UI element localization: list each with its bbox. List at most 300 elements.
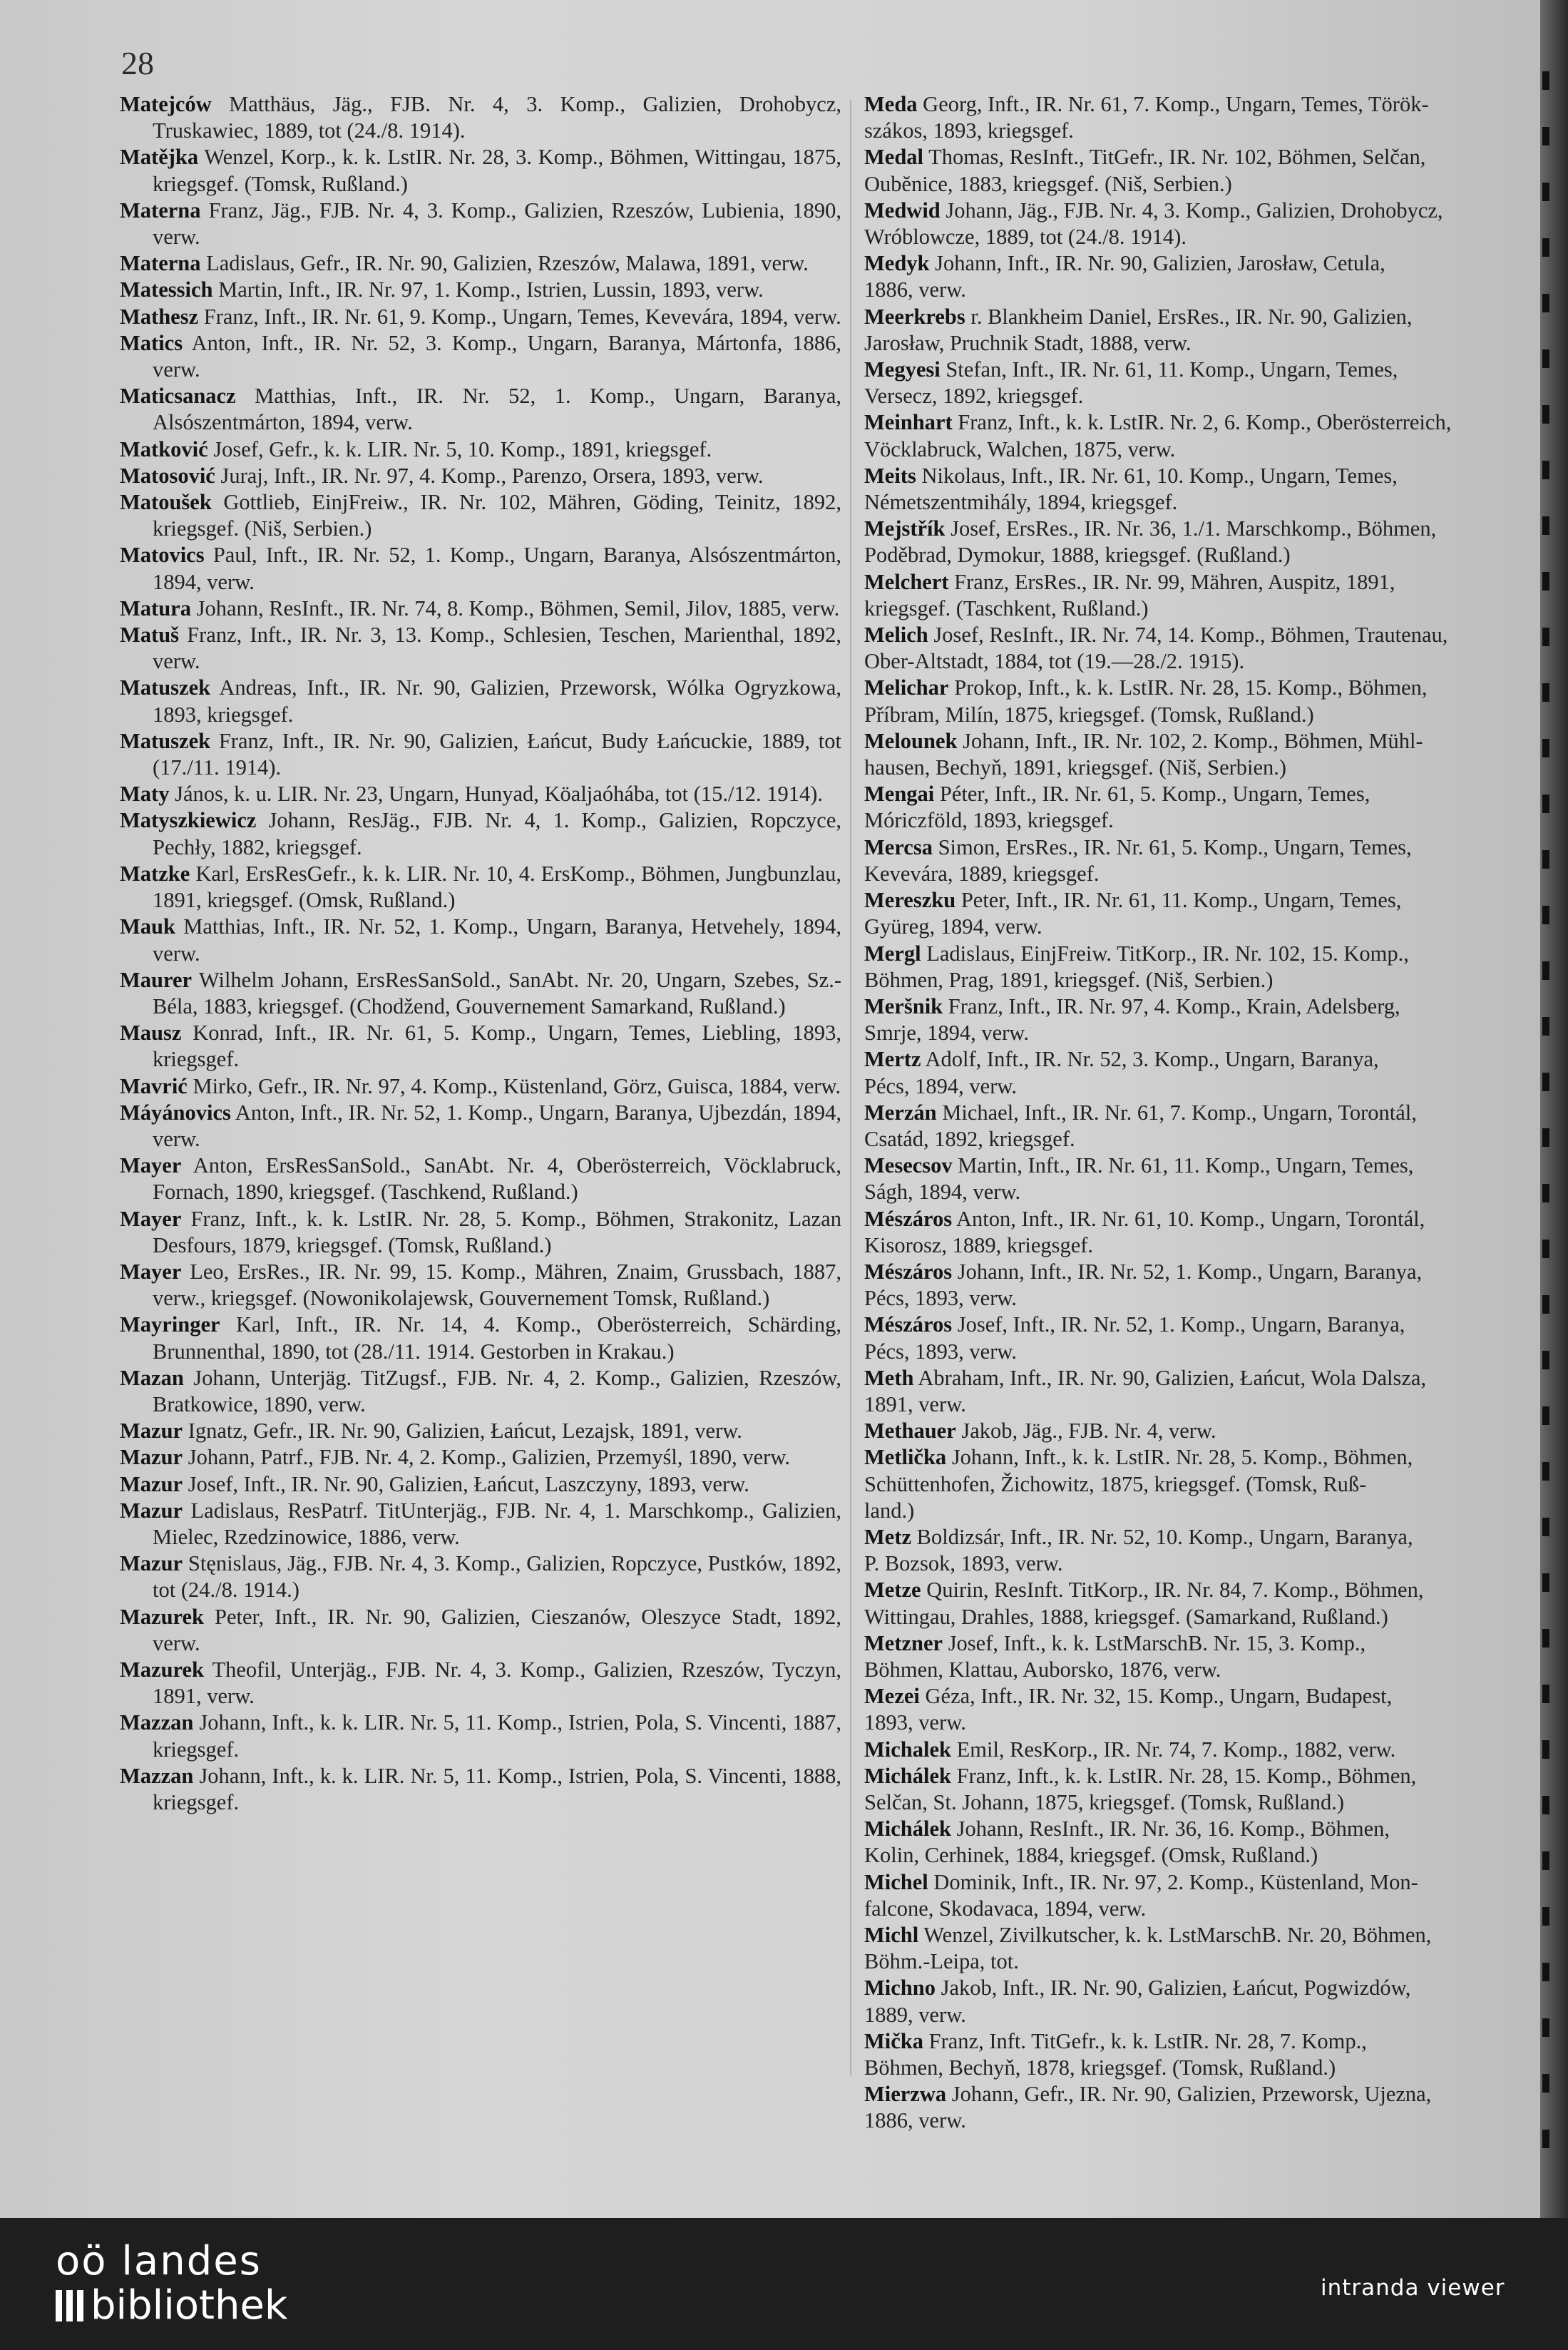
- entry-details: Juraj, Inft., IR. Nr. 97, 4. Komp., Parenzo, Orsera, 1893, verw.: [215, 463, 764, 488]
- entry-line: [864, 1604, 1540, 1630]
- entry-line: [864, 1391, 1540, 1418]
- entry-surname: Melchert: [864, 569, 949, 594]
- register-entry: [864, 516, 1540, 568]
- entry-details: Karl, Inft., IR. Nr. 14, 4. Komp., Oberösterreich, Schärding, Brunnenthal, 1890, tot (28./11. 1914. Gestorben in Krakau.): [153, 1312, 841, 1364]
- edge-mark: [1542, 1128, 1549, 1147]
- entry-line: [864, 250, 1540, 277]
- register-entry: [864, 1816, 1540, 1869]
- entry-surname: Metze: [864, 1578, 921, 1603]
- entry-details: Konrad, Inft., IR. Nr. 61, 5. Komp., Ungarn, Temes, Liebling, 1893, kriegsgef.: [153, 1021, 841, 1072]
- logo-bars-icon: [56, 2290, 83, 2321]
- edge-mark: [1542, 1073, 1549, 1091]
- entry-surname: Meršnik: [864, 993, 943, 1018]
- entry-details: Pécs, 1893, verw.: [864, 1339, 1018, 1364]
- register-entry: [120, 1259, 841, 1312]
- entry-line: [864, 1365, 1540, 1391]
- entry-line: [864, 1206, 1540, 1232]
- entry-details: Franz, Inft. TitGefr., k. k. LstIR. Nr. 28, 7. Komp.,: [923, 2028, 1367, 2053]
- register-entry: [120, 304, 841, 330]
- entry-line: [864, 1312, 1540, 1338]
- register-entry: [864, 250, 1540, 303]
- entry-line: [864, 1418, 1540, 1444]
- entry-details: Gottlieb, EinjFreiw., IR. Nr. 102, Mähren, Göding, Teinitz, 1892, kriegsgef. (Niš, Serbien.): [153, 490, 841, 541]
- entry-line: [864, 861, 1540, 887]
- register-entry: [120, 1551, 841, 1603]
- entry-surname: Methauer: [864, 1419, 956, 1444]
- entry-line: [864, 1524, 1540, 1551]
- entry-line: [864, 755, 1540, 781]
- entry-details: Theofil, Unterjäg., FJB. Nr. 4, 3. Komp., Galizien, Rzeszów, Tyczyn, 1891, verw.: [153, 1657, 841, 1709]
- register-entry: [864, 1365, 1540, 1418]
- edge-mark: [1542, 238, 1549, 257]
- register-entry: [120, 1763, 841, 1816]
- edge-mark: [1542, 1518, 1549, 1536]
- entry-line: [864, 648, 1540, 675]
- register-entry: [864, 1975, 1540, 2028]
- edge-mark: [1542, 1796, 1549, 1814]
- edge-mark: [1542, 1740, 1549, 1759]
- register-entry: [864, 1524, 1540, 1577]
- entry-details: Josef, Gefr., k. k. LIR. Nr. 5, 10. Komp., 1891, kriegsgef.: [207, 436, 712, 461]
- entry-line: [864, 436, 1540, 463]
- entry-line: [864, 1896, 1540, 1922]
- register-entry: [864, 569, 1540, 622]
- entry-details: Johann, Patrf., FJB. Nr. 4, 2. Komp., Galizien, Przemyśl, 1890, verw.: [183, 1445, 791, 1470]
- register-entry: [120, 914, 841, 966]
- register-entry: [120, 1498, 841, 1551]
- entry-details: Prokop, Inft., k. k. LstIR. Nr. 28, 15. Komp., Böhmen,: [948, 675, 1428, 700]
- register-entry: [864, 1737, 1540, 1763]
- entry-surname: Matějka: [120, 145, 199, 170]
- edge-mark: [1542, 906, 1549, 924]
- entry-surname: Matics: [120, 330, 183, 355]
- page-number: 28: [121, 45, 154, 81]
- register-entry: [864, 1312, 1540, 1364]
- register-entry: [864, 1577, 1540, 1630]
- entry-details: Böhm.-Leipa, tot.: [864, 1949, 1019, 1974]
- entry-surname: Meits: [864, 463, 916, 488]
- register-entry: [864, 409, 1540, 462]
- entry-surname: Mazan: [120, 1365, 184, 1390]
- entry-details: Karl, ErsResGefr., k. k. LIR. Nr. 10, 4. ErsKomp., Böhmen, Jungbunzlau, 1891, kriegsgef. (Omsk, Rußland.): [153, 861, 841, 913]
- entry-surname: Matuszek: [120, 728, 211, 753]
- entry-surname: Meda: [864, 92, 918, 116]
- entry-details: 1893, verw.: [864, 1710, 966, 1735]
- register-entry: [120, 330, 841, 383]
- right-column: [864, 91, 1540, 2135]
- entry-line: [864, 1126, 1540, 1153]
- entry-line: [864, 1948, 1540, 1975]
- entry-surname: Mazur: [120, 1498, 183, 1523]
- entry-line: [864, 1339, 1540, 1365]
- register-entry: [864, 1206, 1540, 1259]
- entry-surname: Meerkrebs: [864, 304, 965, 329]
- register-entry: [864, 941, 1540, 993]
- entry-details: Anton, Inft., IR. Nr. 52, 1. Komp., Ungarn, Baranya, Ujbezdán, 1894, verw.: [153, 1100, 841, 1151]
- entry-details: Johann, Inft., IR. Nr. 90, Galizien, Jarosław, Cetula,: [929, 251, 1385, 276]
- entry-line: [864, 489, 1540, 516]
- entry-details: Franz, Inft., k. k. LstIR. Nr. 2, 6. Komp., Oberösterreich,: [952, 410, 1452, 435]
- entry-details: Franz, Inft., IR. Nr. 90, Galizien, Łańcut, Budy Łańcuckie, 1889, tot (17./11. 1914).: [153, 728, 841, 780]
- entry-line: [864, 807, 1540, 834]
- entry-surname: Matoušek: [120, 490, 212, 515]
- entry-details: Quirin, ResInft. TitKorp., IR. Nr. 84, 7. Komp., Böhmen,: [921, 1578, 1424, 1603]
- entry-details: Böhmen, Bechyň, 1878, kriegsgef. (Tomsk, Rußland.): [864, 2055, 1336, 2080]
- entry-line: [864, 409, 1540, 436]
- register-entry: [120, 1418, 841, 1444]
- entry-details: Johann, Gefr., IR. Nr. 90, Galizien, Przeworsk, Ujezna,: [946, 2082, 1432, 2107]
- entry-line: [864, 1737, 1540, 1763]
- entry-line: [864, 1179, 1540, 1205]
- entry-line: [864, 1683, 1540, 1710]
- entry-details: Johann, Inft., k. k. LIR. Nr. 5, 11. Komp., Istrien, Pola, S. Vincenti, 1888, kriegsgef.: [153, 1763, 841, 1814]
- entry-surname: Mazurek: [120, 1604, 205, 1629]
- entry-details: Franz, Inft., k. k. LstIR. Nr. 28, 15. Komp., Böhmen,: [951, 1763, 1417, 1788]
- entry-line: [864, 1444, 1540, 1471]
- edge-mark: [1542, 572, 1549, 591]
- entry-details: Josef, Inft., k. k. LstMarschB. Nr. 15, 3. Komp.,: [943, 1630, 1366, 1655]
- edge-mark: [1542, 1295, 1549, 1314]
- entry-details: János, k. u. LIR. Nr. 23, Ungarn, Hunyad, Köaljaóhába, tot (15./12. 1914).: [169, 782, 824, 807]
- edge-mark: [1542, 1184, 1549, 1202]
- entry-surname: Matković: [120, 436, 208, 461]
- entry-details: Pécs, 1894, verw.: [864, 1073, 1018, 1098]
- entry-details: Matthias, Inft., IR. Nr. 52, 1. Komp., Ungarn, Baranya, Alsószentmárton, 1894, verw.: [153, 384, 841, 435]
- register-entry: [120, 1365, 841, 1418]
- register-entry: [120, 91, 841, 144]
- entry-line: [864, 1789, 1540, 1816]
- register-entry: [120, 675, 841, 727]
- register-entry: [120, 1020, 841, 1073]
- entry-details: Johann, Inft., k. k. LstIR. Nr. 28, 5. Komp., Böhmen,: [946, 1445, 1413, 1470]
- entry-details: Gyüreg, 1894, verw.: [864, 914, 1042, 939]
- register-entry: [120, 781, 841, 807]
- entry-details: Franz, Inft., IR. Nr. 3, 13. Komp., Schlesien, Teschen, Marienthal, 1892, verw.: [153, 623, 841, 674]
- entry-line: [864, 118, 1540, 144]
- left-column: [120, 91, 841, 1816]
- entry-details: Paul, Inft., IR. Nr. 52, 1. Komp., Ungarn, Baranya, Alsószentmárton, 1894, verw.: [153, 543, 841, 594]
- entry-surname: Michálek: [864, 1763, 951, 1788]
- entry-details: Smrje, 1894, verw.: [864, 1021, 1029, 1046]
- entry-details: falcone, Skodavaca, 1894, verw.: [864, 1896, 1147, 1921]
- entry-details: Thomas, ResInft., TitGefr., IR. Nr. 102, Böhmen, Selčan,: [923, 145, 1426, 170]
- entry-details: Franz, Jäg., FJB. Nr. 4, 3. Komp., Galizien, Rzeszów, Lubienia, 1890, verw.: [153, 198, 841, 250]
- entry-details: Johann, Inft., IR. Nr. 52, 1. Komp., Ungarn, Baranya,: [952, 1259, 1423, 1284]
- entry-surname: Mička: [864, 2028, 924, 2053]
- entry-surname: Meinhart: [864, 410, 953, 435]
- entry-line: [864, 304, 1540, 330]
- entry-details: Oubĕnice, 1883, kriegsgef. (Niš, Serbien.): [864, 171, 1232, 196]
- entry-surname: Mesecsov: [864, 1153, 953, 1178]
- register-entry: [864, 1869, 1540, 1922]
- entry-details: Móriczföld, 1893, kriegsgef.: [864, 808, 1114, 833]
- edge-mark: [1542, 1907, 1549, 1926]
- entry-surname: Materna: [120, 251, 201, 276]
- entry-surname: Mészáros: [864, 1312, 953, 1337]
- edge-mark: [1542, 1017, 1549, 1036]
- entry-line: [864, 596, 1540, 622]
- entry-surname: Maticsanacz: [120, 384, 236, 409]
- entry-surname: Mausz: [120, 1021, 182, 1046]
- entry-line: [864, 834, 1540, 861]
- entry-surname: Metlička: [864, 1445, 947, 1470]
- register-entry: [120, 1471, 841, 1498]
- entry-details: Emil, ResKorp., IR. Nr. 74, 7. Komp., 1882, verw.: [951, 1737, 1396, 1762]
- entry-line: [864, 1577, 1540, 1603]
- edge-mark: [1542, 1685, 1549, 1703]
- edge-mark: [1542, 683, 1549, 702]
- entry-details: kriegsgef. (Taschkent, Rußland.): [864, 596, 1149, 620]
- entry-details: Peter, Inft., IR. Nr. 90, Galizien, Cieszanów, Oleszyce Stadt, 1892, verw.: [153, 1604, 841, 1655]
- edge-mark: [1542, 183, 1549, 201]
- entry-details: Jakob, Inft., IR. Nr. 90, Galizien, Łańcut, Pogwizdów,: [935, 1976, 1411, 2001]
- entry-details: Jarosław, Pruchnik Stadt, 1888, verw.: [864, 330, 1192, 355]
- entry-details: Stęnislaus, Jäg., FJB. Nr. 4, 3. Komp., Galizien, Ropczyce, Pustków, 1892, tot (24./8. 1914.): [153, 1551, 841, 1603]
- logo-text-line2: bibliothek: [91, 2282, 288, 2329]
- register-entry: [120, 1100, 841, 1153]
- entry-surname: Michl: [864, 1923, 919, 1948]
- register-entry: [864, 1418, 1540, 1444]
- entry-line: [864, 702, 1540, 728]
- register-entry: [120, 1710, 841, 1762]
- edge-mark: [1542, 127, 1549, 145]
- entry-details: Anton, Inft., IR. Nr. 61, 10. Komp., Ungarn, Torontál,: [952, 1206, 1425, 1231]
- entry-details: Franz, Inft., k. k. LstIR. Nr. 28, 5. Komp., Böhmen, Strakonitz, Lazan Desfours, 1879, kriegsgef. (Tomsk, Rußland.): [153, 1206, 841, 1257]
- entry-surname: Melich: [864, 623, 928, 648]
- entry-surname: Matosović: [120, 463, 215, 488]
- edge-mark: [1542, 628, 1549, 646]
- register-entry: [120, 1206, 841, 1259]
- entry-details: Abraham, Inft., IR. Nr. 90, Galizien, Łańcut, Wola Dalsza,: [913, 1365, 1427, 1390]
- entry-details: Anton, ErsResSanSold., SanAbt. Nr. 4, Oberösterreich, Vöcklabruck, Fornach, 1890, kriegsgef. (Taschkend, Rußland.): [153, 1153, 841, 1205]
- entry-details: Johann, Unterjäg. TitZugsf., FJB. Nr. 4, 2. Komp., Galizien, Rzeszów, Bratkowice, 1890, verw.: [153, 1365, 841, 1416]
- register-entry: [120, 1153, 841, 1205]
- edge-mark: [1542, 1573, 1549, 1592]
- register-entry: [120, 622, 841, 675]
- entry-details: Németszentmihály, 1894, kriegsgef.: [864, 490, 1178, 515]
- entry-surname: Mazur: [120, 1551, 183, 1576]
- entry-details: Pécs, 1893, verw.: [864, 1286, 1018, 1311]
- register-entry: [864, 1046, 1540, 1099]
- entry-surname: Megyesi: [864, 357, 941, 382]
- entry-details: Kolin, Cerhinek, 1884, kriegsgef. (Omsk, Rußland.): [864, 1843, 1318, 1868]
- register-entry: [864, 1683, 1540, 1736]
- entry-surname: Matzke: [120, 861, 190, 886]
- entry-surname: Michalek: [864, 1737, 951, 1762]
- entry-line: [864, 622, 1540, 648]
- entry-details: Matthias, Inft., IR. Nr. 52, 1. Komp., Ungarn, Baranya, Hetvehely, 1894, verw.: [153, 914, 841, 966]
- register-entry: [864, 675, 1540, 727]
- entry-details: Versecz, 1892, kriegsgef.: [864, 384, 1084, 409]
- entry-surname: Matessich: [120, 277, 213, 302]
- entry-surname: Mavrić: [120, 1073, 188, 1098]
- logo-text-line1: oö landes: [56, 2238, 262, 2284]
- entry-surname: Michno: [864, 1976, 936, 2001]
- entry-surname: Mazur: [120, 1419, 183, 1444]
- register-entry: [864, 834, 1540, 887]
- entry-surname: Mészáros: [864, 1206, 953, 1231]
- entry-details: Péter, Inft., IR. Nr. 61, 5. Komp., Ungarn, Temes,: [934, 782, 1370, 807]
- entry-details: Leo, ErsRes., IR. Nr. 99, 15. Komp., Mähren, Znaim, Grussbach, 1887, verw., kriegsgef. (Nowonikolajewsk, Gouvernement Tomsk, Rußland.): [153, 1259, 841, 1311]
- entry-details: Martin, Inft., IR. Nr. 61, 11. Komp., Ungarn, Temes,: [952, 1153, 1414, 1178]
- entry-details: 1886, verw.: [864, 2108, 966, 2133]
- register-entry: [120, 596, 841, 622]
- entry-details: Johann, Jäg., FJB. Nr. 4, 3. Komp., Galizien, Drohobycz,: [940, 198, 1443, 223]
- edge-mark: [1542, 1629, 1549, 1647]
- entry-details: Josef, ResInft., IR. Nr. 74, 14. Komp., Böhmen, Trautenau,: [928, 623, 1448, 648]
- entry-surname: Matyszkiewicz: [120, 808, 257, 833]
- entry-surname: Mazur: [120, 1471, 183, 1496]
- entry-details: Johann, ResInft., IR. Nr. 36, 16. Komp., Böhmen,: [951, 1817, 1390, 1841]
- entry-line: [864, 1100, 1540, 1126]
- entry-surname: Mayer: [120, 1206, 182, 1231]
- entry-line: [864, 542, 1540, 568]
- entry-surname: Mergl: [864, 941, 921, 966]
- register-entry: [120, 861, 841, 914]
- entry-line: [864, 1073, 1540, 1100]
- entry-line: [864, 1471, 1540, 1498]
- entry-line: [864, 2028, 1540, 2055]
- entry-surname: Merzán: [864, 1100, 937, 1125]
- register-entry: [120, 1073, 841, 1100]
- entry-line: [864, 1630, 1540, 1657]
- entry-details: Dominik, Inft., IR. Nr. 97, 2. Komp., Küstenland, Mon-: [928, 1869, 1418, 1894]
- register-entry: [864, 357, 1540, 409]
- entry-line: [864, 887, 1540, 914]
- entry-surname: Medyk: [864, 251, 930, 276]
- entry-surname: Maty: [120, 782, 170, 807]
- register-entry: [120, 807, 841, 860]
- entry-line: [864, 2108, 1540, 2134]
- register-entry: [864, 781, 1540, 834]
- entry-line: [864, 1842, 1540, 1869]
- edge-mark: [1542, 2130, 1549, 2148]
- library-logo[interactable]: [56, 2239, 287, 2328]
- entry-line: [864, 993, 1540, 1020]
- entry-surname: Mercsa: [864, 834, 933, 859]
- entry-line: [864, 967, 1540, 993]
- entry-surname: Mengai: [864, 782, 935, 807]
- entry-line: [864, 1153, 1540, 1179]
- entry-details: Ságh, 1894, verw.: [864, 1180, 1021, 1205]
- entry-line: [864, 1710, 1540, 1736]
- register-entry: [120, 967, 841, 1020]
- entry-details: Jakob, Jäg., FJB. Nr. 4, verw.: [955, 1419, 1216, 1444]
- entry-surname: Mazur: [120, 1445, 183, 1470]
- edge-mark: [1542, 461, 1549, 479]
- register-entry: [120, 198, 841, 250]
- entry-details: Stefan, Inft., IR. Nr. 61, 11. Komp., Ungarn, Temes,: [940, 357, 1398, 382]
- register-entry: [864, 2028, 1540, 2081]
- entry-surname: Medal: [864, 145, 924, 170]
- entry-details: 1886, verw.: [864, 277, 966, 302]
- entry-details: Boldizsár, Inft., IR. Nr. 52, 10. Komp., Ungarn, Baranya,: [911, 1524, 1413, 1549]
- entry-surname: Mierzwa: [864, 2082, 947, 2107]
- register-entry: [864, 622, 1540, 675]
- entry-details: Wenzel, Korp., k. k. LstIR. Nr. 28, 3. Komp., Böhmen, Wittingau, 1875, kriegsgef. (Tomsk, Rußland.): [153, 145, 841, 196]
- entry-surname: Matuszek: [120, 675, 211, 700]
- register-entry: [120, 250, 841, 277]
- entry-details: Ignatz, Gefr., IR. Nr. 90, Galizien, Łańcut, Lezajsk, 1891, verw.: [183, 1419, 742, 1444]
- entry-line: [864, 1020, 1540, 1046]
- entry-details: Josef, Inft., IR. Nr. 90, Galizien, Łańcut, Laszczyny, 1893, verw.: [183, 1471, 749, 1496]
- entry-details: Böhmen, Prag, 1891, kriegsgef. (Niš, Serbien.): [864, 967, 1274, 992]
- entry-surname: Mereszku: [864, 888, 956, 913]
- entry-line: [864, 357, 1540, 383]
- entry-line: [864, 383, 1540, 409]
- entry-details: Franz, Inft., IR. Nr. 61, 9. Komp., Ungarn, Temes, Kevevára, 1894, verw.: [198, 304, 841, 329]
- edge-mark: [1542, 739, 1549, 757]
- entry-surname: Máyánovics: [120, 1100, 231, 1125]
- edge-mark: [1542, 405, 1549, 424]
- entry-line: [864, 1922, 1540, 1948]
- entry-details: Johann, Inft., IR. Nr. 102, 2. Komp., Böhmen, Mühl-: [957, 728, 1423, 753]
- entry-line: [864, 516, 1540, 542]
- entry-surname: Mejstřík: [864, 516, 946, 541]
- entry-details: Ladislaus, EinjFreiw. TitKorp., IR. Nr. 102, 15. Komp.,: [921, 941, 1409, 966]
- entry-surname: Mazzan: [120, 1710, 194, 1735]
- entry-details: land.): [864, 1498, 915, 1523]
- entry-line: [864, 144, 1540, 170]
- entry-details: Josef, Inft., IR. Nr. 52, 1. Komp., Ungarn, Baranya,: [952, 1312, 1405, 1337]
- entry-surname: Metz: [864, 1524, 912, 1549]
- register-entry: [120, 1312, 841, 1364]
- entry-details: Mirko, Gefr., IR. Nr. 97, 4. Komp., Küstenland, Görz, Guisca, 1884, verw.: [187, 1073, 841, 1098]
- entry-line: [864, 330, 1540, 357]
- edge-mark: [1542, 1406, 1549, 1425]
- entry-details: Wenzel, Zivilkutscher, k. k. LstMarschB. Nr. 20, Böhmen,: [918, 1923, 1432, 1948]
- entry-details: Ober-Altstadt, 1884, tot (19.—28./2. 1915).: [864, 649, 1245, 674]
- register-entry: [120, 436, 841, 463]
- entry-line: [864, 914, 1540, 940]
- register-entry: [864, 304, 1540, 357]
- entry-line: [864, 277, 1540, 303]
- edge-mark: [1542, 850, 1549, 869]
- viewer-brand[interactable]: intranda viewer: [1321, 2275, 1505, 2301]
- register-entry: [120, 1657, 841, 1710]
- entry-surname: Mezei: [864, 1684, 920, 1709]
- edge-mark: [1542, 961, 1549, 980]
- entry-surname: Mazzan: [120, 1763, 194, 1788]
- entry-surname: Matovics: [120, 543, 205, 568]
- register-entry: [864, 198, 1540, 250]
- register-entry: [120, 728, 841, 781]
- entry-details: Martin, Inft., IR. Nr. 97, 1. Komp., Istrien, Lussin, 1893, verw.: [212, 277, 764, 302]
- entry-surname: Michálek: [864, 1817, 951, 1841]
- entry-line: [864, 1259, 1540, 1285]
- register-entry: [120, 542, 841, 595]
- register-entry: [864, 1444, 1540, 1524]
- entry-details: Kevevára, 1889, kriegsgef.: [864, 861, 1100, 886]
- entry-surname: Mayringer: [120, 1312, 220, 1337]
- entry-line: [864, 728, 1540, 755]
- edge-mark: [1542, 349, 1549, 368]
- entry-details: Ladislaus, Gefr., IR. Nr. 90, Galizien, Rzeszów, Malawa, 1891, verw.: [200, 251, 809, 276]
- edge-mark: [1542, 2018, 1549, 2037]
- entry-details: Peter, Inft., IR. Nr. 61, 11. Komp., Ungarn, Temes,: [955, 888, 1402, 913]
- entry-line: [864, 171, 1540, 198]
- entry-details: Wróblowcze, 1889, tot (24./8. 1914).: [864, 225, 1187, 250]
- edge-mark: [1542, 516, 1549, 535]
- entry-details: Adolf, Inft., IR. Nr. 52, 3. Komp., Ungarn, Baranya,: [921, 1047, 1379, 1072]
- entry-details: Poděbrad, Dymokur, 1888, kriegsgef. (Rußland.): [864, 543, 1291, 568]
- edge-mark: [1542, 1240, 1549, 1258]
- entry-surname: Materna: [120, 198, 201, 223]
- entry-line: [864, 2002, 1540, 2028]
- register-entry: [864, 1763, 1540, 1816]
- entry-surname: Matura: [120, 596, 191, 620]
- register-entry: [864, 1100, 1540, 1153]
